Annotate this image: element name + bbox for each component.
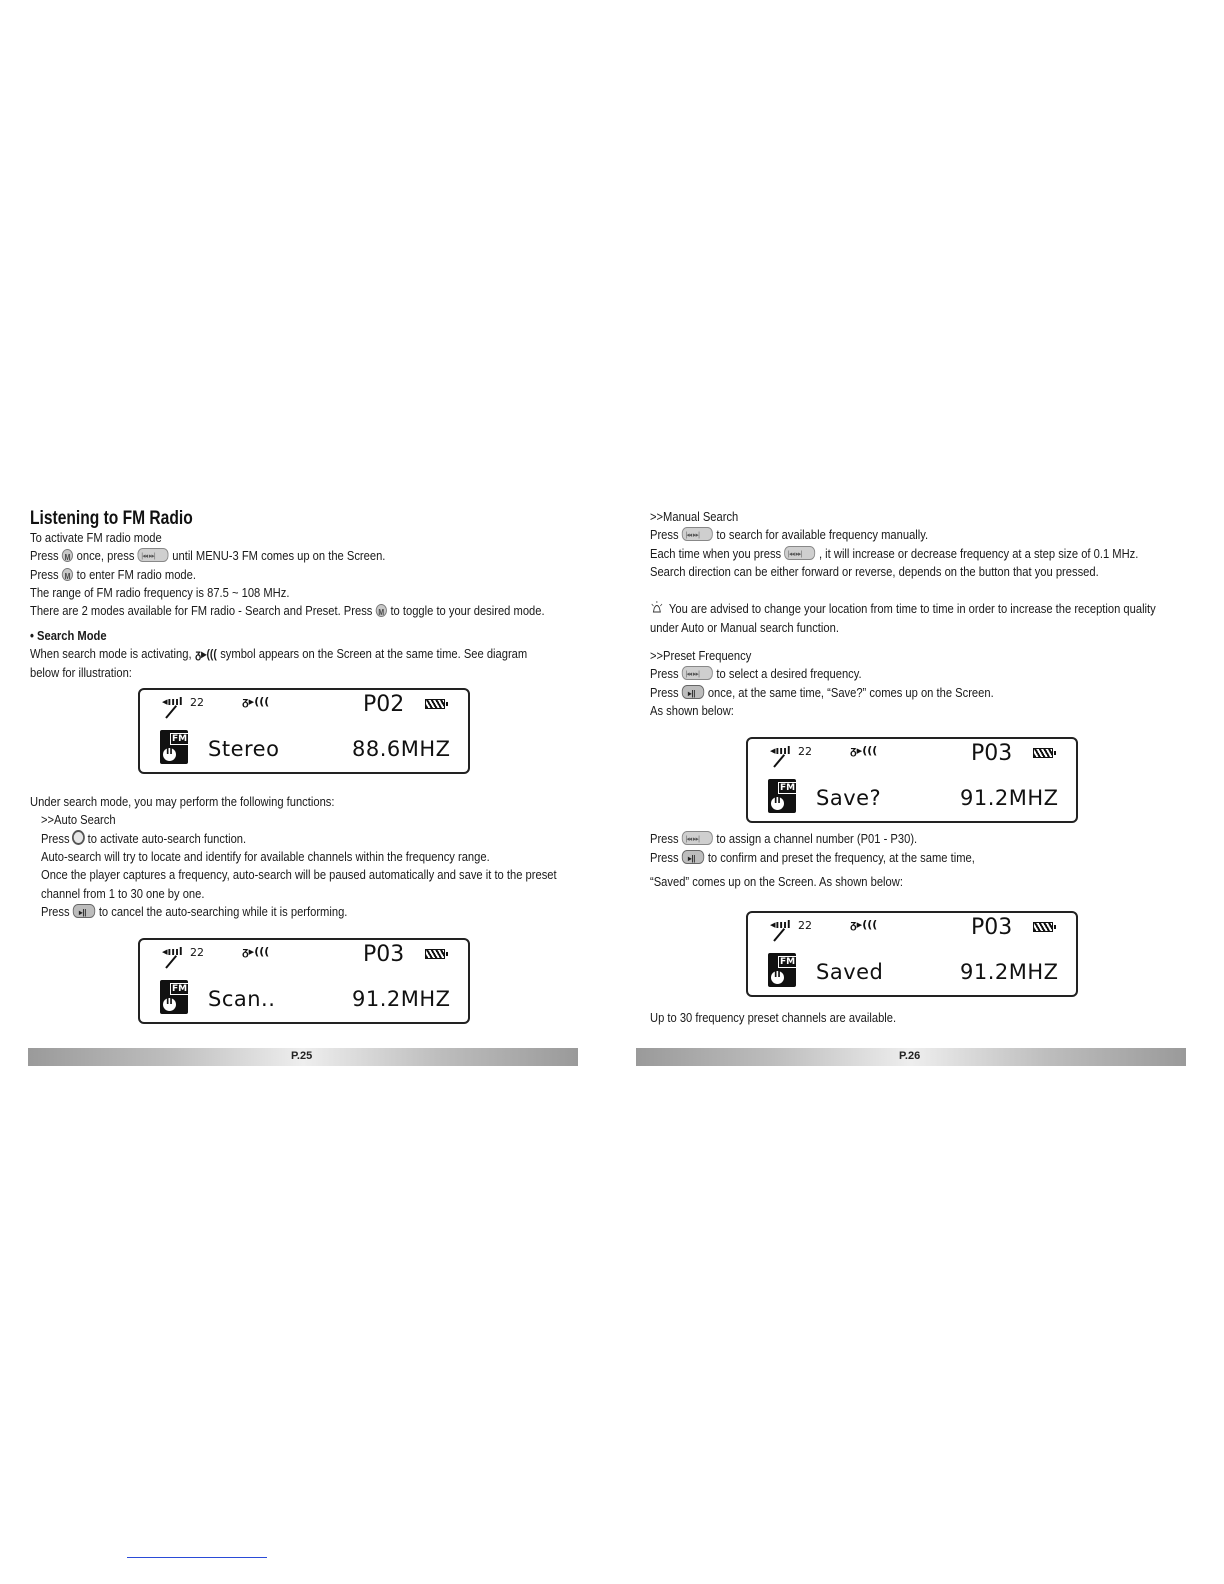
signal-icon: ◂ıııl — [162, 945, 183, 958]
status-text: Save? — [816, 786, 882, 810]
frequency-readout: 91.2MHZ — [352, 987, 451, 1011]
radio-icon: FM II — [160, 980, 188, 1014]
radio-icon: FM II — [768, 953, 796, 987]
round-button-icon — [72, 830, 85, 845]
preset-heading: >>Preset Frequency — [650, 648, 752, 663]
battery-icon — [1033, 922, 1053, 932]
page-number-left: P.25 — [291, 1050, 313, 1062]
auto-search-step-2: Press▸|| to cancel the auto-searching while it is performing. — [41, 903, 347, 921]
preset-step-1: Press|◂◂ ▸▸| to select a desired frequency. — [650, 665, 862, 683]
signal-level: 22 — [798, 919, 812, 932]
play-pause-icon — [682, 850, 704, 864]
signal-icon: ◂ıııl — [770, 918, 791, 931]
notice-line-2: under Auto or Manual search function. — [650, 620, 839, 635]
modes-text: There are 2 modes available for FM radio - Search and Preset. PressM to toggle to your desired mode. — [30, 602, 545, 620]
preset-step-4: Press▸|| to confirm and preset the frequency, at the same time, — [650, 849, 975, 867]
signal-level: 22 — [190, 696, 204, 709]
preset-limit-text: Up to 30 frequency preset channels are available. — [650, 1010, 897, 1025]
battery-icon — [425, 699, 445, 709]
auto-search-desc-2: Once the player captures a frequency, auto-search will be paused automatically and save it to the preset — [41, 867, 557, 882]
pause-icon — [162, 997, 177, 1012]
preset-number: P03 — [971, 741, 1013, 766]
fm-search-symbol-icon: ᵹ▸((( — [195, 647, 217, 661]
notice-line-1: You are advised to change your location from time to time in order to increase the reception quality — [650, 600, 1156, 618]
frequency-readout: 91.2MHZ — [960, 960, 1059, 984]
pause-icon — [162, 747, 177, 762]
auto-search-desc-3: channel from 1 to 30 one by one. — [41, 886, 205, 901]
manual-search-step-1: Press|◂◂ ▸▸| to search for available frequency manually. — [650, 526, 928, 544]
page-title: Listening to FM Radio — [30, 508, 193, 529]
radio-icon: FM II — [768, 779, 796, 813]
signal-level: 22 — [190, 946, 204, 959]
search-mode-desc-1: When search mode is activating, ᵹ▸((( symbol appears on the Screen at the same time. See diagram — [30, 646, 528, 661]
activate-heading: To activate FM radio mode — [30, 530, 162, 545]
frequency-readout: 88.6MHZ — [352, 737, 451, 761]
status-text: Scan.. — [208, 987, 276, 1011]
preset-step-2: Press▸|| once, at the same time, “Save?” comes up on the Screen. — [650, 684, 994, 702]
menu-button-icon — [62, 568, 73, 581]
search-mode-heading: • Search Mode — [30, 628, 107, 643]
skip-rocker-icon — [682, 666, 713, 680]
battery-icon — [1033, 748, 1053, 758]
menu-button-icon — [376, 604, 387, 617]
lcd-screen-scan — [138, 938, 470, 1024]
skip-rocker-icon — [682, 527, 713, 541]
activate-step-1: PressM once, press|◂◂ ▸▸| until MENU-3 FM comes up on the Screen. — [30, 547, 385, 565]
skip-rocker-icon — [682, 831, 713, 845]
play-pause-icon — [682, 685, 704, 699]
preset-number: P03 — [971, 915, 1013, 940]
pause-icon — [770, 970, 785, 985]
preset-as-shown: As shown below: — [650, 703, 734, 718]
fm-search-symbol-icon: ᵹ▸((( — [850, 744, 878, 757]
under-search-text: Under search mode, you may perform the following functions: — [30, 794, 335, 809]
lcd-screen-saved — [746, 911, 1078, 997]
manual-search-desc: Search direction can be either forward or reverse, depends on the button that you pressed. — [650, 564, 1099, 579]
pause-icon — [770, 796, 785, 811]
preset-saved-text: “Saved” comes up on the Screen. As shown below: — [650, 874, 903, 889]
menu-button-icon — [62, 549, 73, 562]
lcd-screen-stereo — [138, 688, 470, 774]
signal-icon: ◂ıııl — [162, 695, 183, 708]
fm-search-symbol-icon: ᵹ▸((( — [242, 695, 270, 708]
radio-icon: FM II — [160, 730, 188, 764]
auto-search-desc-1: Auto-search will try to locate and identify for available channels within the frequency range. — [41, 849, 490, 864]
activate-step-2: PressM to enter FM radio mode. — [30, 566, 196, 584]
notice-bell-icon — [650, 601, 664, 615]
battery-icon — [425, 949, 445, 959]
status-text: Saved — [816, 960, 884, 984]
auto-search-step-1: Press to activate auto-search function. — [41, 831, 247, 846]
preset-number: P02 — [363, 692, 405, 717]
signal-level: 22 — [798, 745, 812, 758]
play-pause-icon — [73, 904, 95, 918]
frequency-range: The range of FM radio frequency is 87.5 ~ 108 MHz. — [30, 585, 290, 600]
lcd-screen-save — [746, 737, 1078, 823]
fm-search-symbol-icon: ᵹ▸((( — [242, 945, 270, 958]
preset-step-3: Press|◂◂ ▸▸| to assign a channel number (P01 - P30). — [650, 830, 917, 848]
frequency-readout: 91.2MHZ — [960, 786, 1059, 810]
manual-search-heading: >>Manual Search — [650, 509, 739, 524]
manual-search-step-2: Each time when you press|◂◂ ▸▸| , it will increase or decrease frequency at a step size of 0.1 MHz. — [650, 545, 1138, 563]
skip-rocker-icon — [785, 546, 816, 560]
fm-search-symbol-icon: ᵹ▸((( — [850, 918, 878, 931]
link-underline — [127, 1557, 267, 1558]
search-mode-desc-2: below for illustration: — [30, 665, 132, 680]
auto-search-heading: >>Auto Search — [41, 812, 116, 827]
preset-number: P03 — [363, 942, 405, 967]
page-number-right: P.26 — [899, 1050, 921, 1062]
skip-rocker-icon — [138, 548, 169, 562]
signal-icon: ◂ıııl — [770, 744, 791, 757]
status-text: Stereo — [208, 737, 280, 761]
